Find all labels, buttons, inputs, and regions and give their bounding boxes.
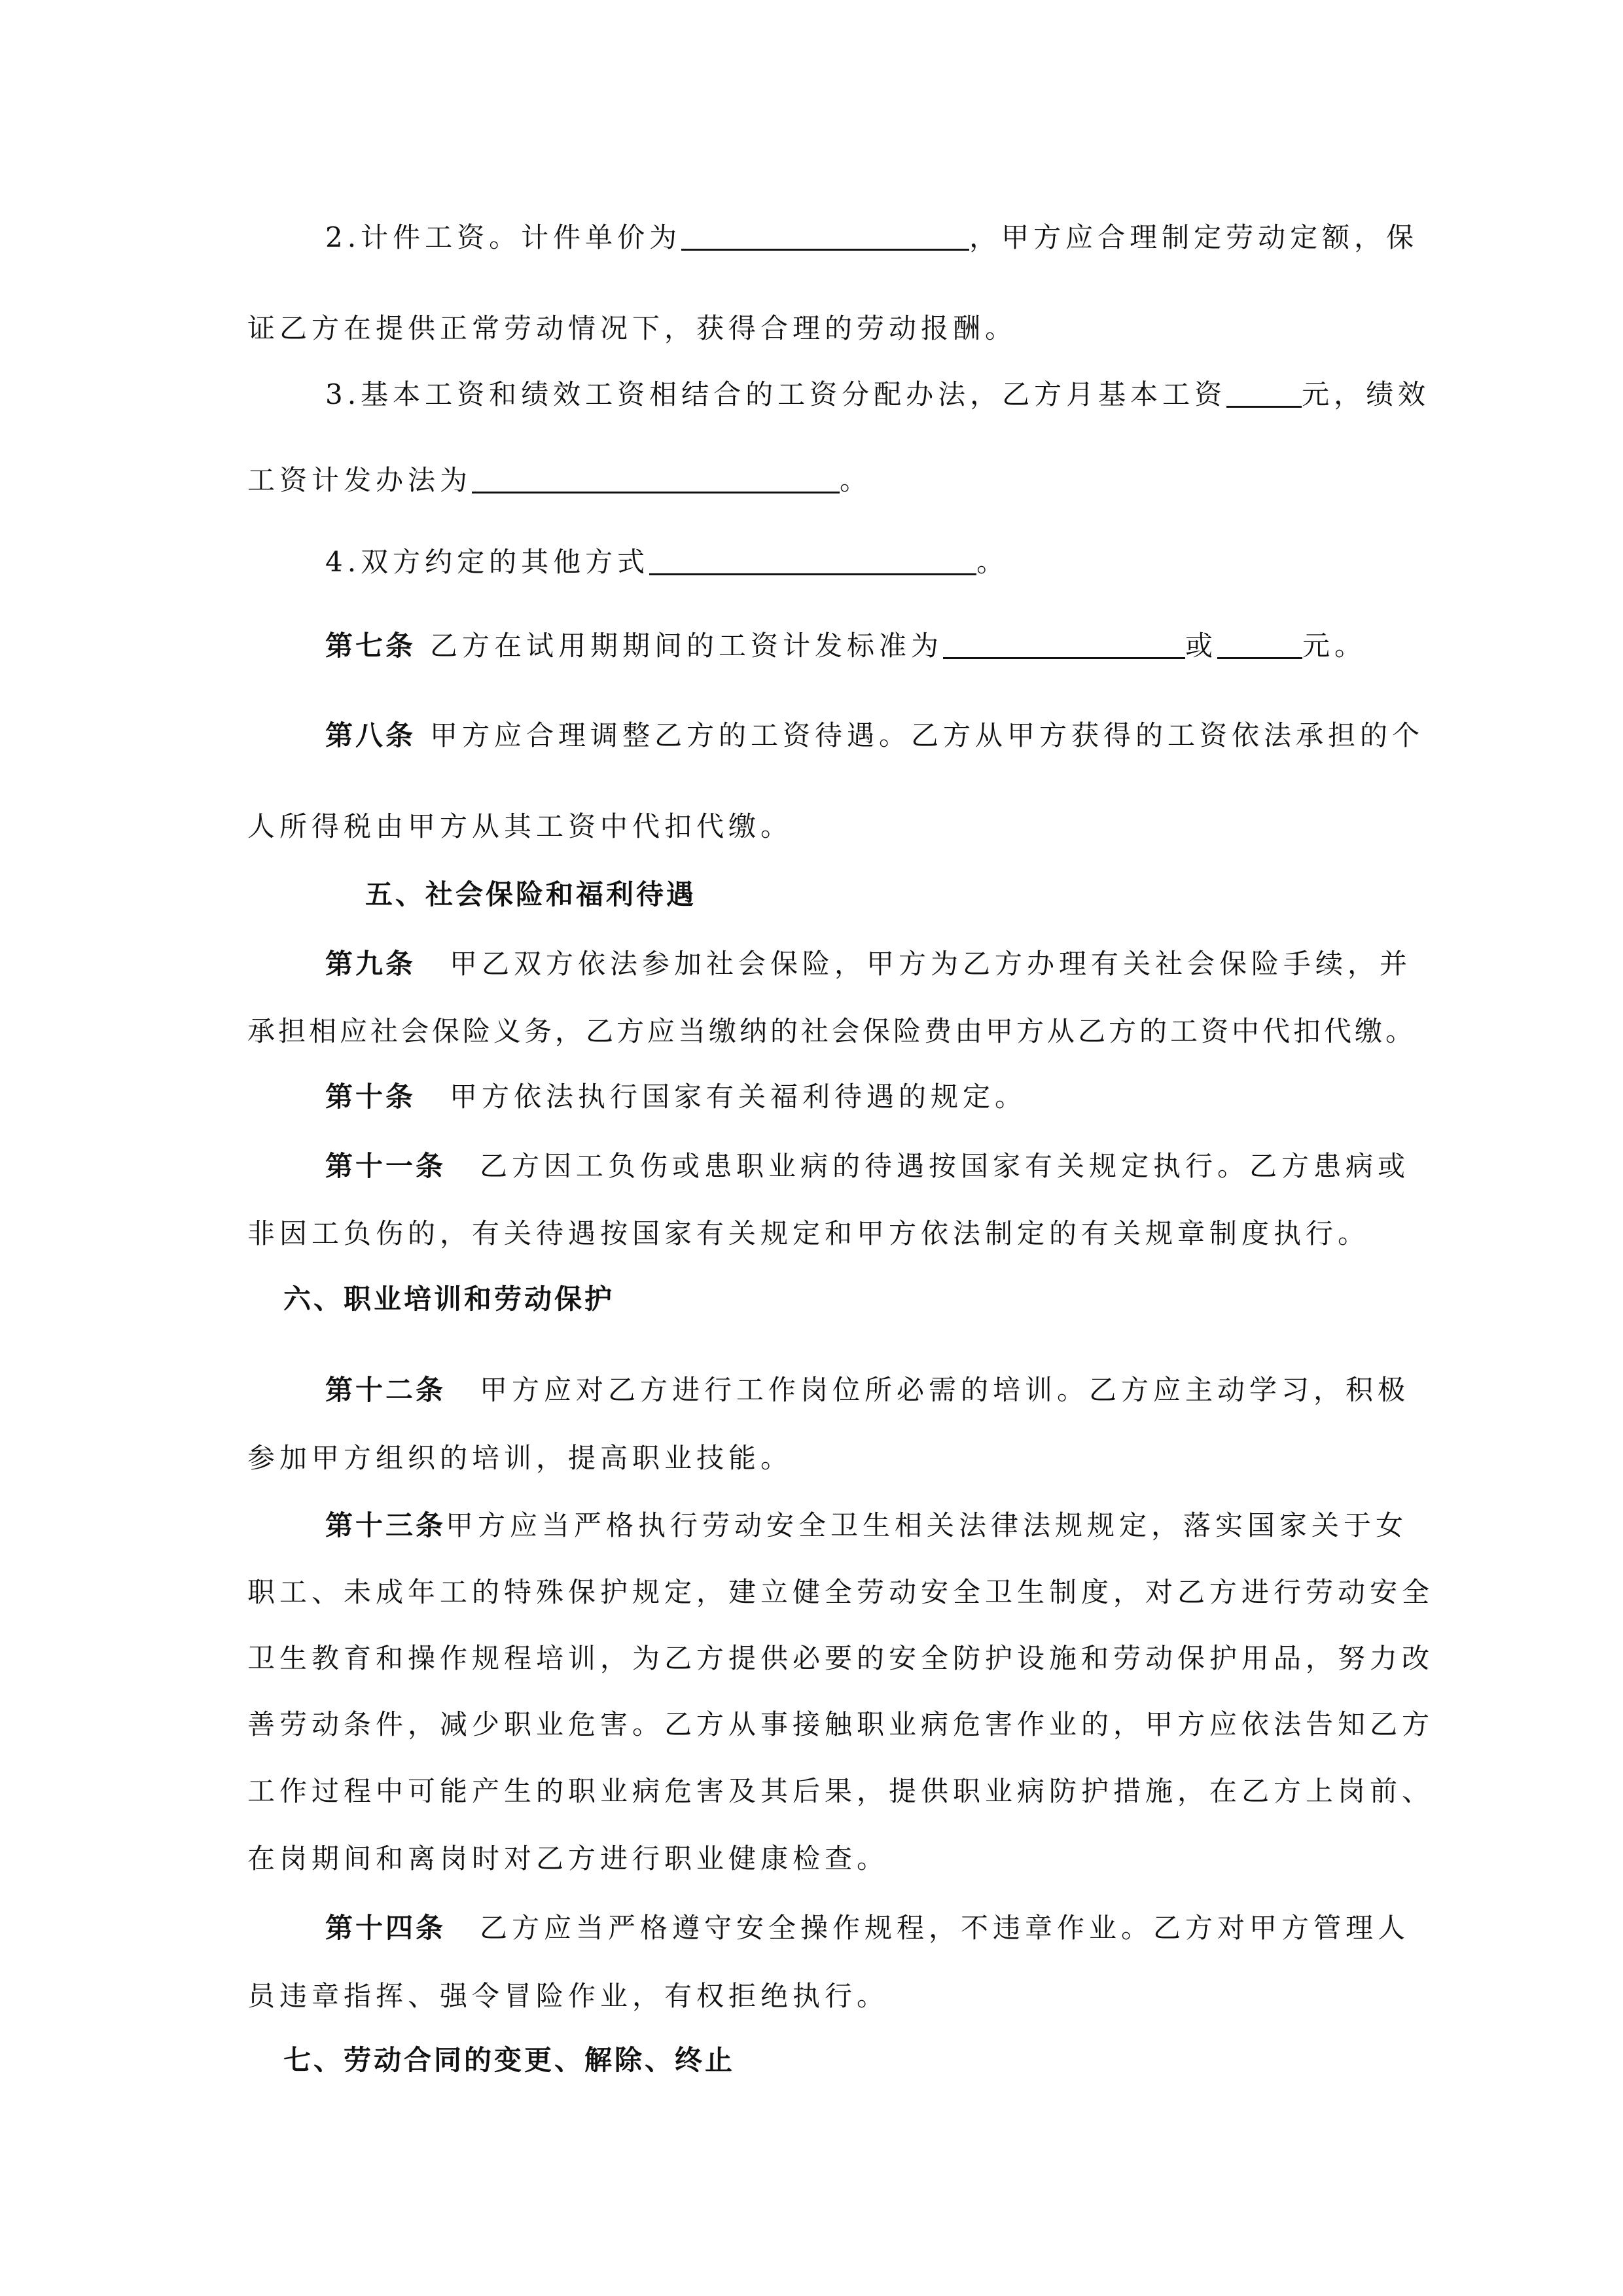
article-8 — [325, 716, 1424, 755]
paragraph-continuation: 证乙方在提供正常劳动情况下，获得合理的劳动报酬。 — [247, 312, 1018, 344]
article-13-continuation: 在岗期间和离岗时对乙方进行职业健康检查。 — [247, 1842, 889, 1874]
article-14-text: 乙方应当严格遵守安全操作规程，不违章作业。乙方对甲方管理人 — [480, 1912, 1410, 1944]
article-13 — [325, 1506, 1408, 1545]
article-9-label: 第九条 — [325, 948, 416, 980]
paragraph-other-method — [325, 543, 1008, 582]
article-11 — [325, 1147, 1410, 1186]
paragraph-piece-rate-wage — [325, 218, 1418, 257]
blank-other-method — [649, 547, 976, 575]
section-heading-6: 六、职业培训和劳动保护 — [283, 1283, 615, 1315]
article-13-continuation: 卫生教育和操作规程培训，为乙方提供必要的安全防护设施和劳动保护用品，努力改 — [247, 1642, 1435, 1674]
article-7-label: 第七条 — [325, 630, 416, 662]
article-14-label: 第十四条 — [325, 1912, 446, 1944]
article-7-text: 元。 — [1302, 630, 1367, 662]
article-8-text: 甲方应合理调整乙方的工资待遇。乙方从甲方获得的工资依法承担的个 — [430, 719, 1425, 751]
article-9-continuation: 承担相应社会保险义务，乙方应当缴纳的社会保险费由甲方从乙方的工资中代扣代缴。 — [247, 1015, 1417, 1047]
article-7-text: 或 — [1185, 630, 1218, 662]
article-14 — [325, 1909, 1410, 1948]
article-11-text: 乙方因工负伤或患职业病的待遇按国家有关规定执行。乙方患病或 — [480, 1150, 1410, 1182]
article-13-text: 甲方应当严格执行劳动安全卫生相关法律法规规定，落实国家关于女 — [446, 1509, 1408, 1541]
article-10 — [325, 1077, 1027, 1117]
blank-basic-wage-amount — [1226, 380, 1302, 408]
article-12 — [325, 1371, 1410, 1410]
paragraph-text: 2.计件工资。计件单价为 — [325, 221, 682, 253]
paragraph-text: ，甲方应合理制定劳动定额，保 — [969, 221, 1419, 253]
article-12-text: 甲方应对乙方进行工作岗位所必需的培训。乙方应主动学习，积极 — [480, 1374, 1410, 1406]
article-14-continuation: 员违章指挥、强令冒险作业，有权拒绝执行。 — [247, 1980, 889, 2012]
paragraph-basic-performance-wage — [325, 375, 1430, 414]
article-12-continuation: 参加甲方组织的培训，提高职业技能。 — [247, 1442, 793, 1474]
article-13-label: 第十三条 — [325, 1509, 446, 1541]
article-10-text: 甲方依法执行国家有关福利待遇的规定。 — [450, 1081, 1027, 1113]
article-7 — [325, 626, 1366, 666]
blank-probation-standard — [943, 631, 1185, 659]
paragraph-text: 3.基本工资和绩效工资相结合的工资分配办法，乙方月基本工资 — [325, 378, 1227, 410]
section-heading-7: 七、劳动合同的变更、解除、终止 — [283, 2044, 736, 2076]
article-13-continuation: 工作过程中可能产生的职业病危害及其后果，提供职业病防护措施，在乙方上岗前、 — [247, 1775, 1435, 1807]
article-8-label: 第八条 — [325, 719, 416, 751]
article-12-label: 第十二条 — [325, 1374, 446, 1406]
paragraph-text: 4.双方约定的其他方式 — [325, 546, 650, 578]
article-7-text: 乙方在试用期期间的工资计发标准为 — [430, 630, 944, 662]
article-13-continuation: 善劳动条件，减少职业危害。乙方从事接触职业病危害作业的，甲方应依法告知乙方 — [247, 1708, 1435, 1740]
paragraph-performance-method — [247, 461, 872, 500]
article-13-continuation: 职工、未成年工的特殊保护规定，建立健全劳动安全卫生制度，对乙方进行劳动安全 — [247, 1576, 1435, 1608]
paragraph-text: 元，绩效 — [1302, 378, 1431, 410]
article-11-label: 第十一条 — [325, 1150, 446, 1182]
article-9 — [325, 944, 1412, 984]
blank-performance-method — [472, 465, 840, 493]
paragraph-text: 。 — [840, 464, 872, 496]
blank-probation-amount — [1217, 631, 1302, 659]
paragraph-text: 工资计发办法为 — [247, 464, 473, 496]
article-11-continuation: 非因工负伤的，有关待遇按国家有关规定和甲方依法制定的有关规章制度执行。 — [247, 1217, 1370, 1249]
section-heading-5: 五、社会保险和福利待遇 — [365, 878, 697, 910]
paragraph-text: 。 — [976, 546, 1009, 578]
article-8-continuation: 人所得税由甲方从其工资中代扣代缴。 — [247, 810, 793, 842]
article-10-label: 第十条 — [325, 1081, 416, 1113]
article-9-text: 甲乙双方依法参加社会保险，甲方为乙方办理有关社会保险手续，并 — [450, 948, 1412, 980]
blank-piece-rate-price — [681, 223, 969, 251]
